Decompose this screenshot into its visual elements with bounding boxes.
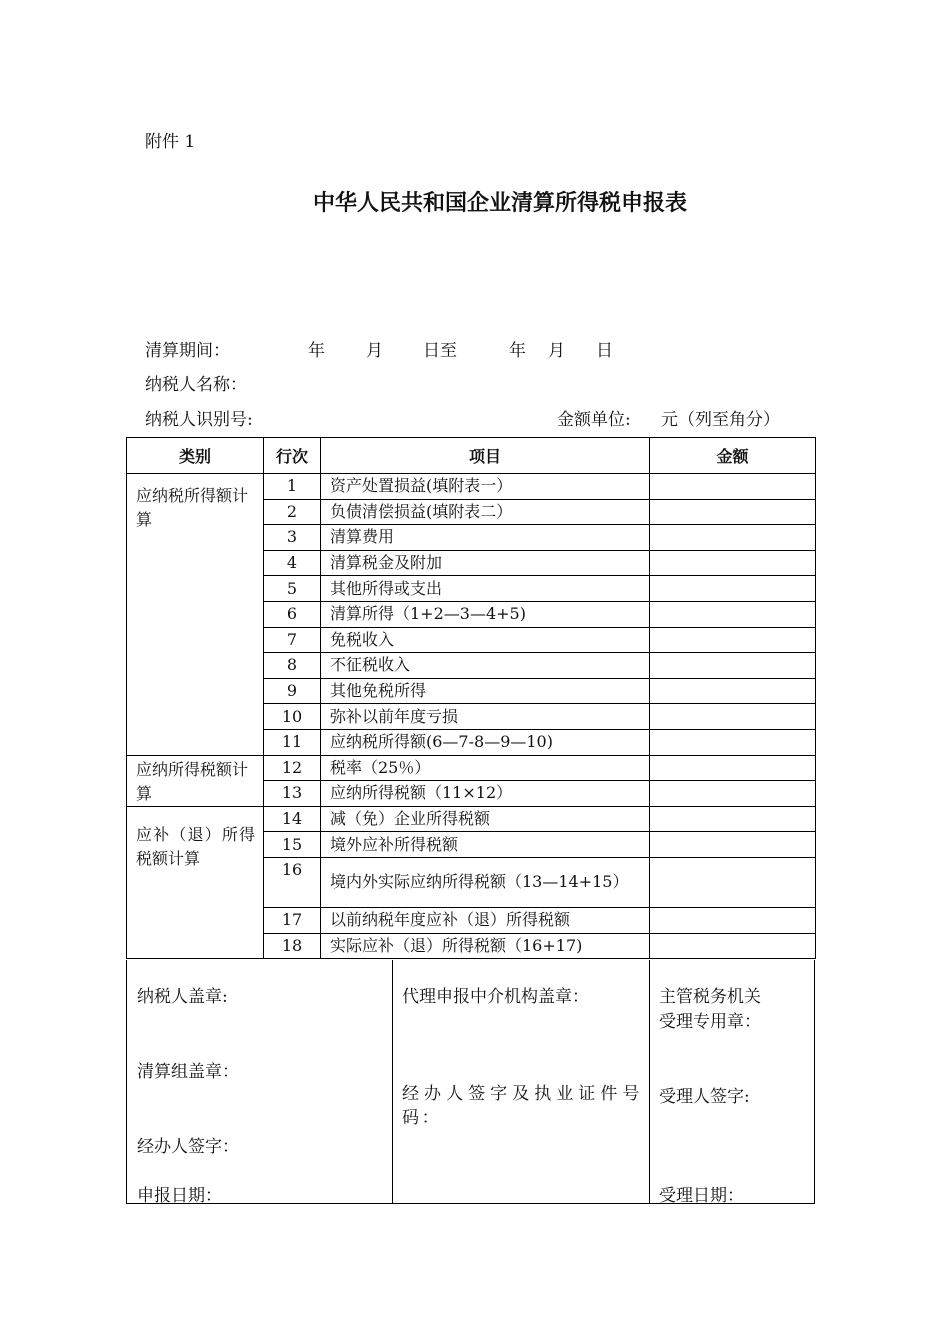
period-start-day: 日至 — [423, 341, 457, 361]
row-item: 负债清偿损益(填附表二） — [321, 499, 650, 525]
row-number: 11 — [264, 729, 321, 755]
header-category: 类别 — [127, 438, 264, 474]
row-number: 2 — [264, 499, 321, 525]
row-item: 免税收入 — [321, 627, 650, 653]
amount-cell[interactable] — [650, 933, 816, 959]
row-item: 境内外实际应纳所得税额（13—14+15） — [321, 857, 650, 907]
table-header-row — [127, 438, 816, 474]
row-item: 其他所得或支出 — [321, 576, 650, 602]
amount-cell[interactable] — [650, 678, 816, 704]
row-item: 其他免税所得 — [321, 678, 650, 704]
row-item: 清算所得（1+2—3—4+5) — [321, 601, 650, 627]
row-number: 15 — [264, 832, 321, 858]
header-item: 项目 — [321, 438, 650, 474]
row-item: 境外应补所得税额 — [321, 832, 650, 858]
tax-office-seal-label: 受理专用章： — [659, 1012, 761, 1032]
amount-cell[interactable] — [650, 806, 816, 832]
amount-cell[interactable] — [650, 627, 816, 653]
row-number: 12 — [264, 755, 321, 781]
row-item: 减（免）企业所得税额 — [321, 806, 650, 832]
form-title: 中华人民共和国企业清算所得税申报表 — [312, 191, 687, 216]
attachment-label: 附件 1 — [145, 132, 196, 152]
amount-cell[interactable] — [650, 832, 816, 858]
taxpayer-id-label: 纳税人识别号: — [145, 410, 253, 430]
table-row — [127, 755, 816, 781]
signature-section — [126, 960, 815, 1204]
row-number: 10 — [264, 704, 321, 730]
period-end-month: 月 — [548, 341, 565, 361]
handler-signature-label: 经办人签字： — [137, 1137, 239, 1157]
row-item: 资产处置损益(填附表一） — [321, 474, 650, 500]
period-start-month: 月 — [366, 341, 383, 361]
row-item: 以前纳税年度应补（退）所得税额 — [321, 907, 650, 933]
amount-cell[interactable] — [650, 499, 816, 525]
divider — [392, 960, 393, 1203]
row-number: 18 — [264, 933, 321, 959]
row-item: 弥补以前年度亏损 — [321, 704, 650, 730]
header-row-no: 行次 — [264, 438, 321, 474]
row-number: 1 — [264, 474, 321, 500]
amount-cell[interactable] — [650, 857, 816, 907]
row-item: 清算费用 — [321, 525, 650, 551]
receive-date-label: 受理日期： — [659, 1186, 744, 1206]
row-number: 7 — [264, 627, 321, 653]
amount-cell[interactable] — [650, 907, 816, 933]
agency-seal-label: 代理申报中介机构盖章： — [402, 987, 589, 1007]
period-label: 清算期间： — [145, 341, 230, 361]
row-item: 实际应补（退）所得税额（16+17) — [321, 933, 650, 959]
amount-unit-value: 元（列至角分） — [661, 410, 780, 430]
category-tax-refund: 应补（退）所得税额计算 — [127, 806, 264, 958]
amount-cell[interactable] — [650, 729, 816, 755]
row-item: 清算税金及附加 — [321, 550, 650, 576]
row-number: 14 — [264, 806, 321, 832]
amount-cell[interactable] — [650, 781, 816, 807]
period-end-day: 日 — [596, 341, 613, 361]
amount-cell[interactable] — [650, 576, 816, 602]
receiver-signature-label: 受理人签字: — [659, 1087, 750, 1107]
category-taxable-income: 应纳税所得额计算 — [127, 474, 264, 756]
report-date-label: 申报日期： — [137, 1186, 222, 1206]
amount-cell[interactable] — [650, 474, 816, 500]
row-number: 9 — [264, 678, 321, 704]
row-number: 16 — [264, 857, 321, 907]
amount-cell[interactable] — [650, 704, 816, 730]
taxpayer-seal-label: 纳税人盖章: — [137, 987, 228, 1007]
row-number: 3 — [264, 525, 321, 551]
period-start-year: 年 — [308, 341, 325, 361]
amount-unit-label: 金额单位: — [557, 410, 631, 430]
declaration-table — [126, 437, 816, 959]
table-row — [127, 806, 816, 832]
row-number: 6 — [264, 601, 321, 627]
taxpayer-name-label: 纳税人名称： — [145, 375, 247, 395]
amount-cell[interactable] — [650, 755, 816, 781]
row-number: 17 — [264, 907, 321, 933]
agent-signature-label: 经办人签字及执业证件号码： — [402, 1084, 642, 1128]
period-end-year: 年 — [509, 341, 526, 361]
row-number: 4 — [264, 550, 321, 576]
row-number: 8 — [264, 653, 321, 679]
row-item: 应纳所得税额（11×12） — [321, 781, 650, 807]
header-amount: 金额 — [650, 438, 816, 474]
liquidation-group-seal-label: 清算组盖章： — [137, 1062, 239, 1082]
category-tax-payable: 应纳所得税额计算 — [127, 755, 264, 806]
amount-cell[interactable] — [650, 525, 816, 551]
row-number: 5 — [264, 576, 321, 602]
amount-cell[interactable] — [650, 601, 816, 627]
table-row — [127, 474, 816, 500]
amount-cell[interactable] — [650, 653, 816, 679]
row-number: 13 — [264, 781, 321, 807]
row-item: 应纳税所得额(6—7-8—9—10) — [321, 729, 650, 755]
row-item: 不征税收入 — [321, 653, 650, 679]
divider — [649, 960, 650, 1203]
row-item: 税率（25％） — [321, 755, 650, 781]
tax-office-label: 主管税务机关 — [659, 987, 761, 1007]
amount-cell[interactable] — [650, 550, 816, 576]
